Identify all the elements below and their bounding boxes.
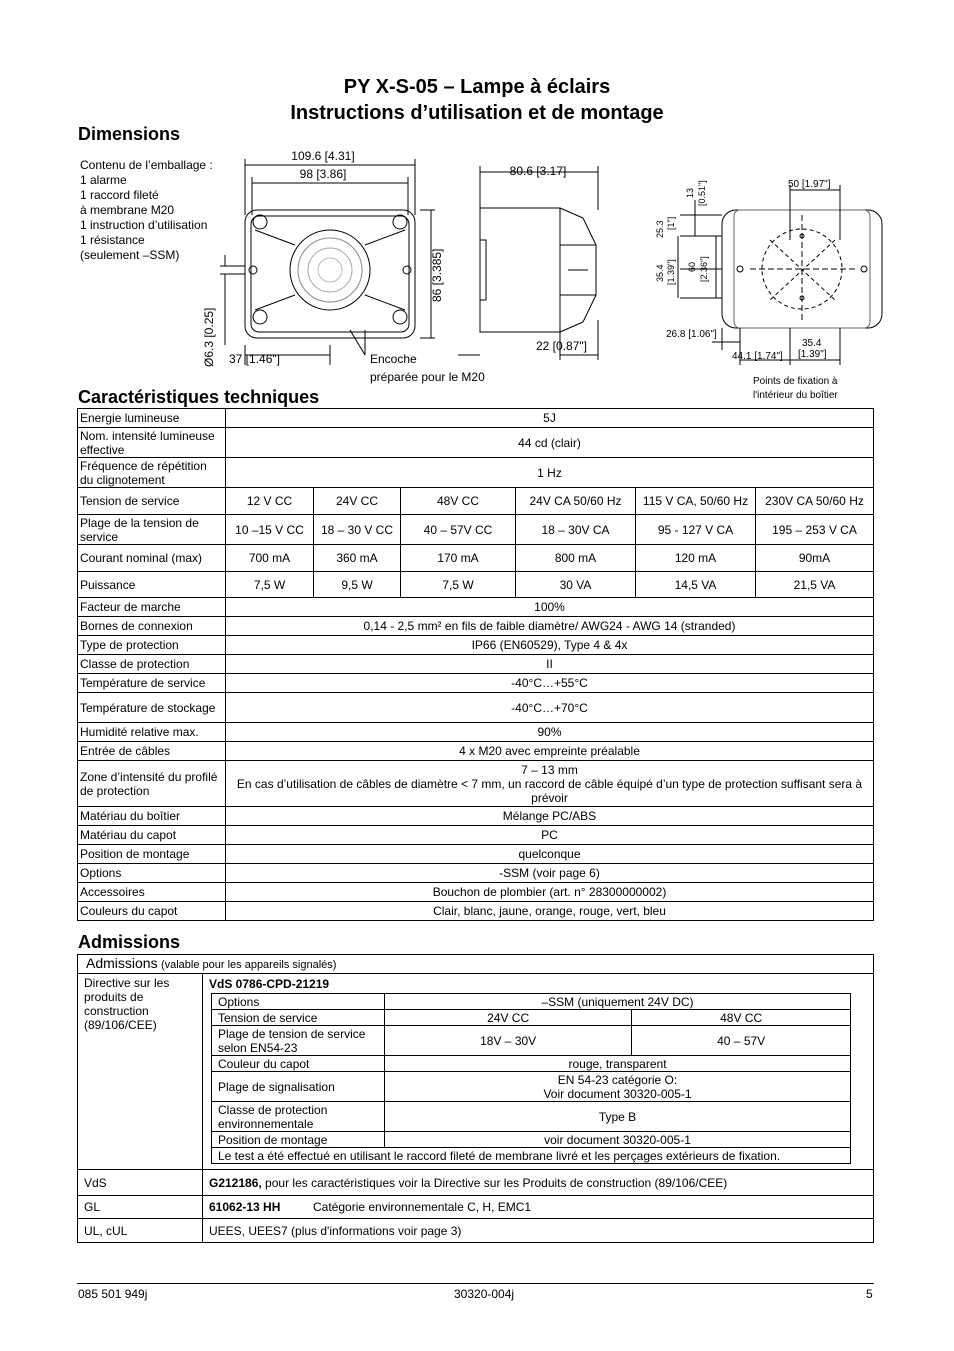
spec-label: Position de montage bbox=[78, 845, 226, 864]
table-row bbox=[78, 515, 874, 545]
title-line-2: Instructions d’utilisation et de montage bbox=[290, 102, 664, 124]
footer-ref: 30320-004j bbox=[454, 1287, 515, 1301]
spec-value: 360 mA bbox=[314, 545, 401, 572]
mount-caption-1: Points de fixation à bbox=[753, 376, 838, 387]
table-row bbox=[78, 428, 874, 458]
spec-value: 800 mA bbox=[516, 545, 636, 572]
zone-value-1: 7 – 13 mm bbox=[521, 762, 578, 777]
table-row bbox=[78, 409, 874, 428]
admissions-table bbox=[77, 954, 874, 1243]
inner-value: 24V CC bbox=[385, 1010, 632, 1026]
table-row bbox=[78, 1219, 874, 1243]
spec-label: Options bbox=[78, 864, 226, 883]
table-row bbox=[78, 902, 874, 921]
spec-label: Plage de la tension de service bbox=[78, 515, 226, 545]
table-row bbox=[212, 1102, 851, 1132]
table-row bbox=[78, 1170, 874, 1196]
spec-value: 100% bbox=[226, 598, 874, 617]
zone-value-2: En cas d’utilisation de câbles de diamètre < 7 mm, un raccord de câble équipé d’un type de protection suffisant sera à prévoir bbox=[236, 776, 863, 805]
mount-dim-60b: [2.36"] bbox=[699, 256, 709, 282]
vds-cert: VdS 0786-CPD-21219 bbox=[209, 977, 330, 991]
table-row bbox=[212, 1056, 851, 1072]
table-row bbox=[78, 617, 874, 636]
spec-value: 90% bbox=[226, 723, 874, 742]
mount-dim-253: 25.3 bbox=[655, 220, 665, 238]
table-row bbox=[212, 1026, 851, 1056]
page-number: 5 bbox=[866, 1287, 873, 1301]
spec-label: Bornes de connexion bbox=[78, 617, 226, 636]
package-line: 1 résistance bbox=[80, 233, 145, 247]
spec-label: Puissance bbox=[78, 572, 226, 598]
spec-value: 120 mA bbox=[636, 545, 756, 572]
table-row bbox=[212, 1010, 851, 1026]
spec-value: 5J bbox=[226, 409, 874, 428]
spec-label: Energie lumineuse bbox=[78, 409, 226, 428]
package-line: à membrane M20 bbox=[80, 203, 175, 217]
dim-depth: 80.6 [3.17] bbox=[509, 164, 567, 178]
table-row bbox=[78, 458, 874, 488]
package-line: Contenu de l’emballage : bbox=[80, 158, 213, 172]
spec-value: 230V CA 50/60 Hz bbox=[756, 488, 874, 515]
spec-value: -40°C…+70°C bbox=[226, 693, 874, 723]
spec-value: IP66 (EN60529), Type 4 & 4x bbox=[226, 636, 874, 655]
spec-value: 95 - 127 V CA bbox=[636, 515, 756, 545]
admissions-head-title: Admissions bbox=[86, 955, 158, 971]
table-row bbox=[78, 545, 874, 572]
dim-side: 22 [0.87"] bbox=[536, 339, 587, 353]
mount-dim-50: 50 [1.97"] bbox=[788, 179, 831, 190]
table-row bbox=[212, 994, 851, 1010]
mount-dim-268: 26.8 [1.06"] bbox=[666, 329, 717, 340]
spec-value: -SSM (voir page 6) bbox=[226, 864, 874, 883]
mount-dim-13: 13 bbox=[685, 187, 695, 198]
gl-text: Catégorie environnementale C, H, EMC1 bbox=[313, 1200, 532, 1214]
dimensions-heading: Dimensions bbox=[78, 124, 181, 144]
signal-value-2: Voir document 30320-005-1 bbox=[543, 1086, 692, 1101]
inner-label: Plage de tension de service selon EN54-23 bbox=[212, 1026, 385, 1056]
specs-table bbox=[77, 408, 874, 921]
mount-dim-354hb: [1.39"] bbox=[798, 349, 827, 360]
spec-value: 7,5 W bbox=[226, 572, 314, 598]
table-row bbox=[78, 845, 874, 864]
table-row bbox=[78, 826, 874, 845]
package-contents bbox=[80, 158, 213, 263]
spec-value: 48V CC bbox=[401, 488, 516, 515]
dim-width-inner: 98 [3.86] bbox=[299, 167, 347, 181]
spec-label: Accessoires bbox=[78, 883, 226, 902]
spec-label: Type de protection bbox=[78, 636, 226, 655]
table-row bbox=[78, 636, 874, 655]
notch-label-2: préparée pour le M20 bbox=[370, 370, 485, 384]
spec-value: Mélange PC/ABS bbox=[226, 807, 874, 826]
vds-code: G212186, bbox=[209, 1175, 262, 1190]
inner-value: 40 – 57V bbox=[632, 1026, 851, 1056]
inner-note: Le test a été effectué en utilisant le raccord fileté de membrane livré et les perçages extérieurs de fixation. bbox=[212, 1148, 851, 1164]
admissions-heading: Admissions bbox=[78, 932, 181, 952]
spec-value: Clair, blanc, jaune, orange, rouge, vert, bleu bbox=[226, 902, 874, 921]
spec-value: 30 VA bbox=[516, 572, 636, 598]
spec-value: 115 V CA, 50/60 Hz bbox=[636, 488, 756, 515]
spec-value: Bouchon de plombier (art. n° 28300000002) bbox=[226, 883, 874, 902]
inner-value: voir document 30320-005-1 bbox=[385, 1132, 851, 1148]
spec-label: Tension de service bbox=[78, 488, 226, 515]
spec-value: 44 cd (clair) bbox=[226, 428, 874, 458]
package-line: 1 alarme bbox=[80, 173, 127, 187]
inner-label: Couleur du capot bbox=[212, 1056, 385, 1072]
table-row bbox=[78, 723, 874, 742]
specs-heading: Caractéristiques techniques bbox=[78, 387, 320, 407]
dim-offset: 37 [1.46"] bbox=[229, 352, 280, 366]
table-row bbox=[78, 742, 874, 761]
spec-value: 18 – 30V CA bbox=[516, 515, 636, 545]
spec-label: Zone d’intensité du profilé de protection bbox=[78, 761, 226, 807]
table-row bbox=[78, 488, 874, 515]
spec-value: 10 –15 V CC bbox=[226, 515, 314, 545]
inner-label: Position de montage bbox=[212, 1132, 385, 1148]
inner-label: Plage de signalisation bbox=[212, 1072, 385, 1102]
mount-dim-60: 60 bbox=[687, 261, 697, 272]
spec-label: Humidité relative max. bbox=[78, 723, 226, 742]
table-row bbox=[78, 572, 874, 598]
inner-label: Classe de protection environnementale bbox=[212, 1102, 385, 1132]
notch-label: Encoche bbox=[370, 352, 417, 366]
spec-value: 40 – 57V CC bbox=[401, 515, 516, 545]
table-row bbox=[78, 598, 874, 617]
front-view-drawing bbox=[195, 145, 485, 385]
spec-label: Entrée de câbles bbox=[78, 742, 226, 761]
table-row bbox=[78, 955, 874, 974]
spec-value: 90mA bbox=[756, 545, 874, 572]
vds-text: pour les caractéristiques voir la Directive sur les Produits de construction (89/106/CEE) bbox=[261, 1175, 728, 1190]
spec-value: -40°C…+55°C bbox=[226, 674, 874, 693]
directive-inner-table bbox=[211, 993, 851, 1164]
spec-label: Fréquence de répétition du clignotement bbox=[78, 458, 226, 488]
table-row bbox=[78, 974, 874, 1170]
spec-value: 7,5 W bbox=[401, 572, 516, 598]
spec-label: Facteur de marche bbox=[78, 598, 226, 617]
ul-value: UEES, UEES7 (plus d'informations voir page 3) bbox=[203, 1219, 874, 1243]
table-row bbox=[78, 655, 874, 674]
vds-label: VdS bbox=[78, 1170, 203, 1196]
directive-content bbox=[203, 974, 874, 1170]
spec-value bbox=[226, 761, 874, 807]
table-row bbox=[78, 1196, 874, 1219]
table-row bbox=[78, 807, 874, 826]
spec-value: 12 V CC bbox=[226, 488, 314, 515]
inner-value bbox=[385, 1072, 851, 1102]
table-row bbox=[212, 1072, 851, 1102]
spec-value: II bbox=[226, 655, 874, 674]
spec-value: quelconque bbox=[226, 845, 874, 864]
inner-label: Tension de service bbox=[212, 1010, 385, 1026]
dim-width-outer: 109.6 [4.31] bbox=[291, 149, 355, 163]
spec-value: 18 – 30 V CC bbox=[314, 515, 401, 545]
side-view-drawing bbox=[458, 160, 608, 360]
ul-label: UL, cUL bbox=[78, 1219, 203, 1243]
spec-label: Matériau du boîtier bbox=[78, 807, 226, 826]
directive-label: Directive sur les produits de construction (89/106/CEE) bbox=[78, 974, 203, 1170]
gl-label: GL bbox=[78, 1196, 203, 1219]
dim-hole: Ø6.3 [0.25] bbox=[202, 307, 216, 367]
admissions-table-head bbox=[78, 955, 874, 974]
spec-label: Couleurs du capot bbox=[78, 902, 226, 921]
spec-value: 4 x M20 avec empreinte préalable bbox=[226, 742, 874, 761]
footer-doc-number: 085 501 949j bbox=[78, 1287, 148, 1301]
spec-value: 0,14 - 2,5 mm² en fils de faible diamètre/ AWG24 - AWG 14 (stranded) bbox=[226, 617, 874, 636]
table-row bbox=[78, 761, 874, 807]
spec-label: Matériau du capot bbox=[78, 826, 226, 845]
vds-value bbox=[203, 1170, 874, 1196]
spec-value: 24V CA 50/60 Hz bbox=[516, 488, 636, 515]
spec-value: 1 Hz bbox=[226, 458, 874, 488]
spec-label: Température de stockage bbox=[78, 693, 226, 723]
inner-value: –SSM (uniquement 24V DC) bbox=[385, 994, 851, 1010]
mount-dim-441: 44.1 [1.74"] bbox=[732, 351, 783, 362]
table-row bbox=[78, 883, 874, 902]
mounting-drawing bbox=[650, 170, 890, 400]
gl-code: 61062-13 HH bbox=[209, 1200, 281, 1214]
table-row bbox=[212, 1132, 851, 1148]
gl-value bbox=[203, 1196, 874, 1219]
spec-value: PC bbox=[226, 826, 874, 845]
mount-dim-354: 35.4 bbox=[655, 264, 665, 282]
inner-value: 18V – 30V bbox=[385, 1026, 632, 1056]
inner-label: Options bbox=[212, 994, 385, 1010]
mount-caption-2: l'intérieur du boîtier bbox=[753, 390, 838, 401]
spec-label: Classe de protection bbox=[78, 655, 226, 674]
mount-dim-354h: 35.4 bbox=[802, 338, 822, 349]
spec-label: Température de service bbox=[78, 674, 226, 693]
table-row bbox=[212, 1148, 851, 1164]
table-row bbox=[78, 864, 874, 883]
package-line: 1 raccord fileté bbox=[80, 188, 159, 202]
inner-value: rouge, transparent bbox=[385, 1056, 851, 1072]
spec-value: 24V CC bbox=[314, 488, 401, 515]
inner-value: Type B bbox=[385, 1102, 851, 1132]
spec-value: 21,5 VA bbox=[756, 572, 874, 598]
spec-value: 9,5 W bbox=[314, 572, 401, 598]
footer-rule bbox=[77, 1283, 874, 1284]
dim-height: 86 [3.385] bbox=[430, 248, 444, 302]
table-row bbox=[78, 674, 874, 693]
spec-value: 14,5 VA bbox=[636, 572, 756, 598]
title-line-1: PY X-S-05 – Lampe à éclairs bbox=[343, 76, 611, 98]
mount-dim-13b: [0.51"] bbox=[697, 180, 707, 206]
mount-dim-354b: [1.39"] bbox=[666, 259, 676, 285]
mount-dim-253b: [1"] bbox=[666, 216, 676, 230]
spec-label: Courant nominal (max) bbox=[78, 545, 226, 572]
table-row bbox=[78, 693, 874, 723]
spec-value: 700 mA bbox=[226, 545, 314, 572]
inner-value: 48V CC bbox=[632, 1010, 851, 1026]
spec-value: 170 mA bbox=[401, 545, 516, 572]
admissions-head-note: (valable pour les appareils signalés) bbox=[160, 959, 337, 971]
spec-label: Nom. intensité lumineuse effective bbox=[78, 428, 226, 458]
spec-value: 195 – 253 V CA bbox=[756, 515, 874, 545]
package-line: 1 instruction d’utilisation bbox=[80, 218, 208, 232]
package-line: (seulement –SSM) bbox=[80, 248, 180, 262]
signal-value-1: EN 54-23 catégorie O: bbox=[557, 1072, 678, 1087]
